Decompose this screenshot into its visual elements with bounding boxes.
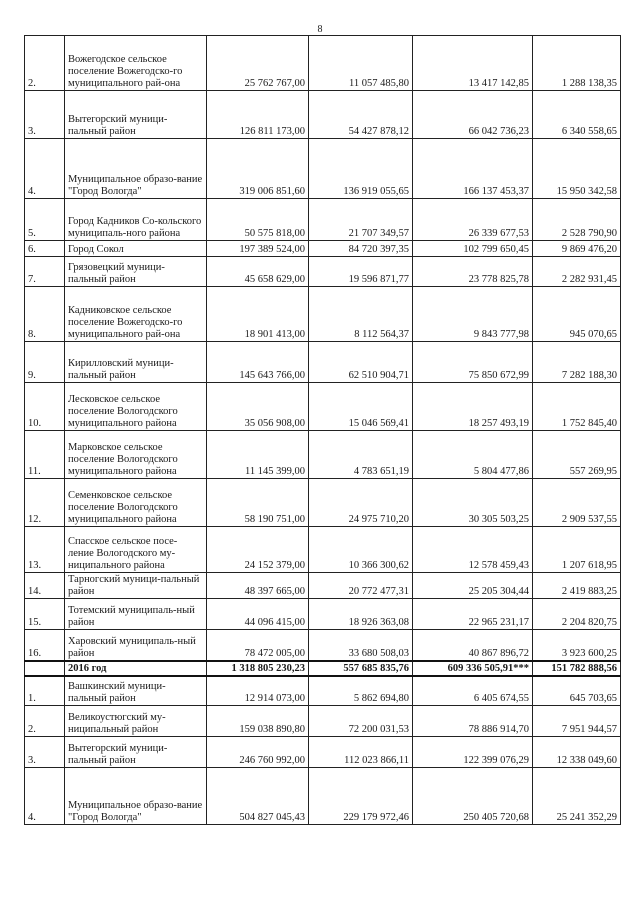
table-row — [25, 241, 621, 257]
value-col-3: 250 405 720,68 — [413, 768, 533, 825]
table-row — [25, 527, 621, 573]
value-col-4: 645 703,65 — [533, 676, 621, 706]
value-col-4: 12 338 049,60 — [533, 737, 621, 768]
row-number: 9. — [25, 342, 65, 383]
value-total: 50 575 818,00 — [207, 199, 309, 241]
row-name: Вытегорский муници-пальный район — [65, 737, 207, 768]
value-total: 319 006 851,60 — [207, 139, 309, 199]
row-number: 15. — [25, 599, 65, 630]
value-col-3: 78 886 914,70 — [413, 706, 533, 737]
value-col-2: 10 366 300,62 — [309, 527, 413, 573]
row-number: 2. — [25, 706, 65, 737]
row-number: 4. — [25, 768, 65, 825]
value-total: 11 145 399,00 — [207, 431, 309, 479]
row-number: 10. — [25, 383, 65, 431]
value-col-2: 33 680 508,03 — [309, 630, 413, 661]
value-col-2: 24 975 710,20 — [309, 479, 413, 527]
row-name: Тотемский муниципаль-ный район — [65, 599, 207, 630]
row-name: Муниципальное образо-вание "Город Вологда" — [65, 768, 207, 825]
value-col-2: 84 720 397,35 — [309, 241, 413, 257]
value-col-4: 2 909 537,55 — [533, 479, 621, 527]
table-row — [25, 431, 621, 479]
row-name: Спасское сельское посе-ление Вологодского му-ниципального района — [65, 527, 207, 573]
table-row — [25, 91, 621, 139]
value-col-2: 5 862 694,80 — [309, 676, 413, 706]
row-number: 11. — [25, 431, 65, 479]
value-col-3: 23 778 825,78 — [413, 257, 533, 287]
value-col-2: 112 023 866,11 — [309, 737, 413, 768]
row-number: 1. — [25, 676, 65, 706]
row-name: 2016 год — [65, 661, 207, 676]
value-col-3: 9 843 777,98 — [413, 287, 533, 342]
table-row — [25, 257, 621, 287]
table-body — [25, 36, 621, 825]
value-col-4: 151 782 888,56 — [533, 661, 621, 676]
table-row — [25, 342, 621, 383]
value-total: 25 762 767,00 — [207, 36, 309, 91]
value-total: 35 056 908,00 — [207, 383, 309, 431]
value-col-4: 1 752 845,40 — [533, 383, 621, 431]
value-total: 126 811 173,00 — [207, 91, 309, 139]
row-name: Вашкинский муници-пальный район — [65, 676, 207, 706]
row-number: 2. — [25, 36, 65, 91]
value-col-2: 21 707 349,57 — [309, 199, 413, 241]
row-number: 7. — [25, 257, 65, 287]
value-col-4: 7 282 188,30 — [533, 342, 621, 383]
value-col-3: 102 799 650,45 — [413, 241, 533, 257]
value-col-4: 3 923 600,25 — [533, 630, 621, 661]
row-number: 6. — [25, 241, 65, 257]
value-col-2: 18 926 363,08 — [309, 599, 413, 630]
value-col-4: 2 282 931,45 — [533, 257, 621, 287]
value-col-4: 1 207 618,95 — [533, 527, 621, 573]
value-col-4: 2 419 883,25 — [533, 573, 621, 599]
row-name: Город Кадников Со-кольского муниципаль-ного района — [65, 199, 207, 241]
value-total: 44 096 415,00 — [207, 599, 309, 630]
row-name: Грязовецкий муници-пальный район — [65, 257, 207, 287]
value-total: 58 190 751,00 — [207, 479, 309, 527]
value-col-4: 2 204 820,75 — [533, 599, 621, 630]
value-col-2: 557 685 835,76 — [309, 661, 413, 676]
value-col-2: 72 200 031,53 — [309, 706, 413, 737]
value-col-4: 945 070,65 — [533, 287, 621, 342]
row-name: Муниципальное образо-вание "Город Вологда" — [65, 139, 207, 199]
value-col-2: 19 596 871,77 — [309, 257, 413, 287]
value-col-4: 557 269,95 — [533, 431, 621, 479]
value-col-2: 229 179 972,46 — [309, 768, 413, 825]
value-col-2: 54 427 878,12 — [309, 91, 413, 139]
value-col-2: 8 112 564,37 — [309, 287, 413, 342]
value-col-4: 2 528 790,90 — [533, 199, 621, 241]
table-row — [25, 737, 621, 768]
value-total: 246 760 992,00 — [207, 737, 309, 768]
table-row — [25, 706, 621, 737]
table-row — [25, 199, 621, 241]
row-number — [25, 661, 65, 676]
value-col-4: 15 950 342,58 — [533, 139, 621, 199]
table-row — [25, 36, 621, 91]
table-row — [25, 479, 621, 527]
page-number: 8 — [317, 24, 323, 35]
value-total: 18 901 413,00 — [207, 287, 309, 342]
table-row — [25, 630, 621, 661]
table-row — [25, 599, 621, 630]
value-col-3: 40 867 896,72 — [413, 630, 533, 661]
table-row — [25, 139, 621, 199]
row-number: 14. — [25, 573, 65, 599]
row-name: Город Сокол — [65, 241, 207, 257]
row-name: Кирилловский муници-пальный район — [65, 342, 207, 383]
table-row — [25, 287, 621, 342]
value-col-4: 1 288 138,35 — [533, 36, 621, 91]
table-row — [25, 573, 621, 599]
value-col-2: 11 057 485,80 — [309, 36, 413, 91]
row-number: 13. — [25, 527, 65, 573]
value-total: 24 152 379,00 — [207, 527, 309, 573]
value-col-3: 30 305 503,25 — [413, 479, 533, 527]
value-col-4: 7 951 944,57 — [533, 706, 621, 737]
value-total: 504 827 045,43 — [207, 768, 309, 825]
value-col-2: 15 046 569,41 — [309, 383, 413, 431]
value-col-3: 5 804 477,86 — [413, 431, 533, 479]
table-row — [25, 676, 621, 706]
value-total: 78 472 005,00 — [207, 630, 309, 661]
row-name: Лесковское сельское поселение Вологодского муниципального района — [65, 383, 207, 431]
row-name: Семенковское сельское поселение Вологодского муниципального района — [65, 479, 207, 527]
value-col-3: 22 965 231,17 — [413, 599, 533, 630]
row-name: Марковское сельское поселение Вологодского муниципального района — [65, 431, 207, 479]
value-col-3: 609 336 505,91*** — [413, 661, 533, 676]
row-name: Харовский муниципаль-ный район — [65, 630, 207, 661]
value-col-2: 136 919 055,65 — [309, 139, 413, 199]
value-col-4: 25 241 352,29 — [533, 768, 621, 825]
subsidy-table — [24, 35, 621, 825]
value-total: 159 038 890,80 — [207, 706, 309, 737]
table-row — [25, 768, 621, 825]
row-name: Вытегорский муници-пальный район — [65, 91, 207, 139]
row-number: 5. — [25, 199, 65, 241]
row-number: 12. — [25, 479, 65, 527]
value-col-3: 13 417 142,85 — [413, 36, 533, 91]
row-number: 3. — [25, 737, 65, 768]
value-total: 48 397 665,00 — [207, 573, 309, 599]
row-name: Кадниковское сельское поселение Вожегодско-го муниципального рай-она — [65, 287, 207, 342]
value-col-4: 9 869 476,20 — [533, 241, 621, 257]
row-name: Вожегодское сельское поселение Вожегодско-го муниципального рай-она — [65, 36, 207, 91]
value-col-3: 25 205 304,44 — [413, 573, 533, 599]
row-number: 4. — [25, 139, 65, 199]
value-col-3: 66 042 736,23 — [413, 91, 533, 139]
value-col-3: 122 399 076,29 — [413, 737, 533, 768]
row-number: 3. — [25, 91, 65, 139]
value-total: 145 643 766,00 — [207, 342, 309, 383]
value-col-2: 4 783 651,19 — [309, 431, 413, 479]
value-col-3: 26 339 677,53 — [413, 199, 533, 241]
value-col-3: 75 850 672,99 — [413, 342, 533, 383]
table-row — [25, 661, 621, 676]
value-total: 197 389 524,00 — [207, 241, 309, 257]
value-col-3: 166 137 453,37 — [413, 139, 533, 199]
value-col-3: 12 578 459,43 — [413, 527, 533, 573]
value-col-4: 6 340 558,65 — [533, 91, 621, 139]
value-total: 45 658 629,00 — [207, 257, 309, 287]
row-name: Тарногский муници-пальный район — [65, 573, 207, 599]
value-total: 12 914 073,00 — [207, 676, 309, 706]
value-col-3: 18 257 493,19 — [413, 383, 533, 431]
row-number: 8. — [25, 287, 65, 342]
table-row — [25, 383, 621, 431]
value-total: 1 318 805 230,23 — [207, 661, 309, 676]
value-col-2: 62 510 904,71 — [309, 342, 413, 383]
row-name: Великоустюгский му-ниципальный район — [65, 706, 207, 737]
value-col-2: 20 772 477,31 — [309, 573, 413, 599]
row-number: 16. — [25, 630, 65, 661]
value-col-3: 6 405 674,55 — [413, 676, 533, 706]
